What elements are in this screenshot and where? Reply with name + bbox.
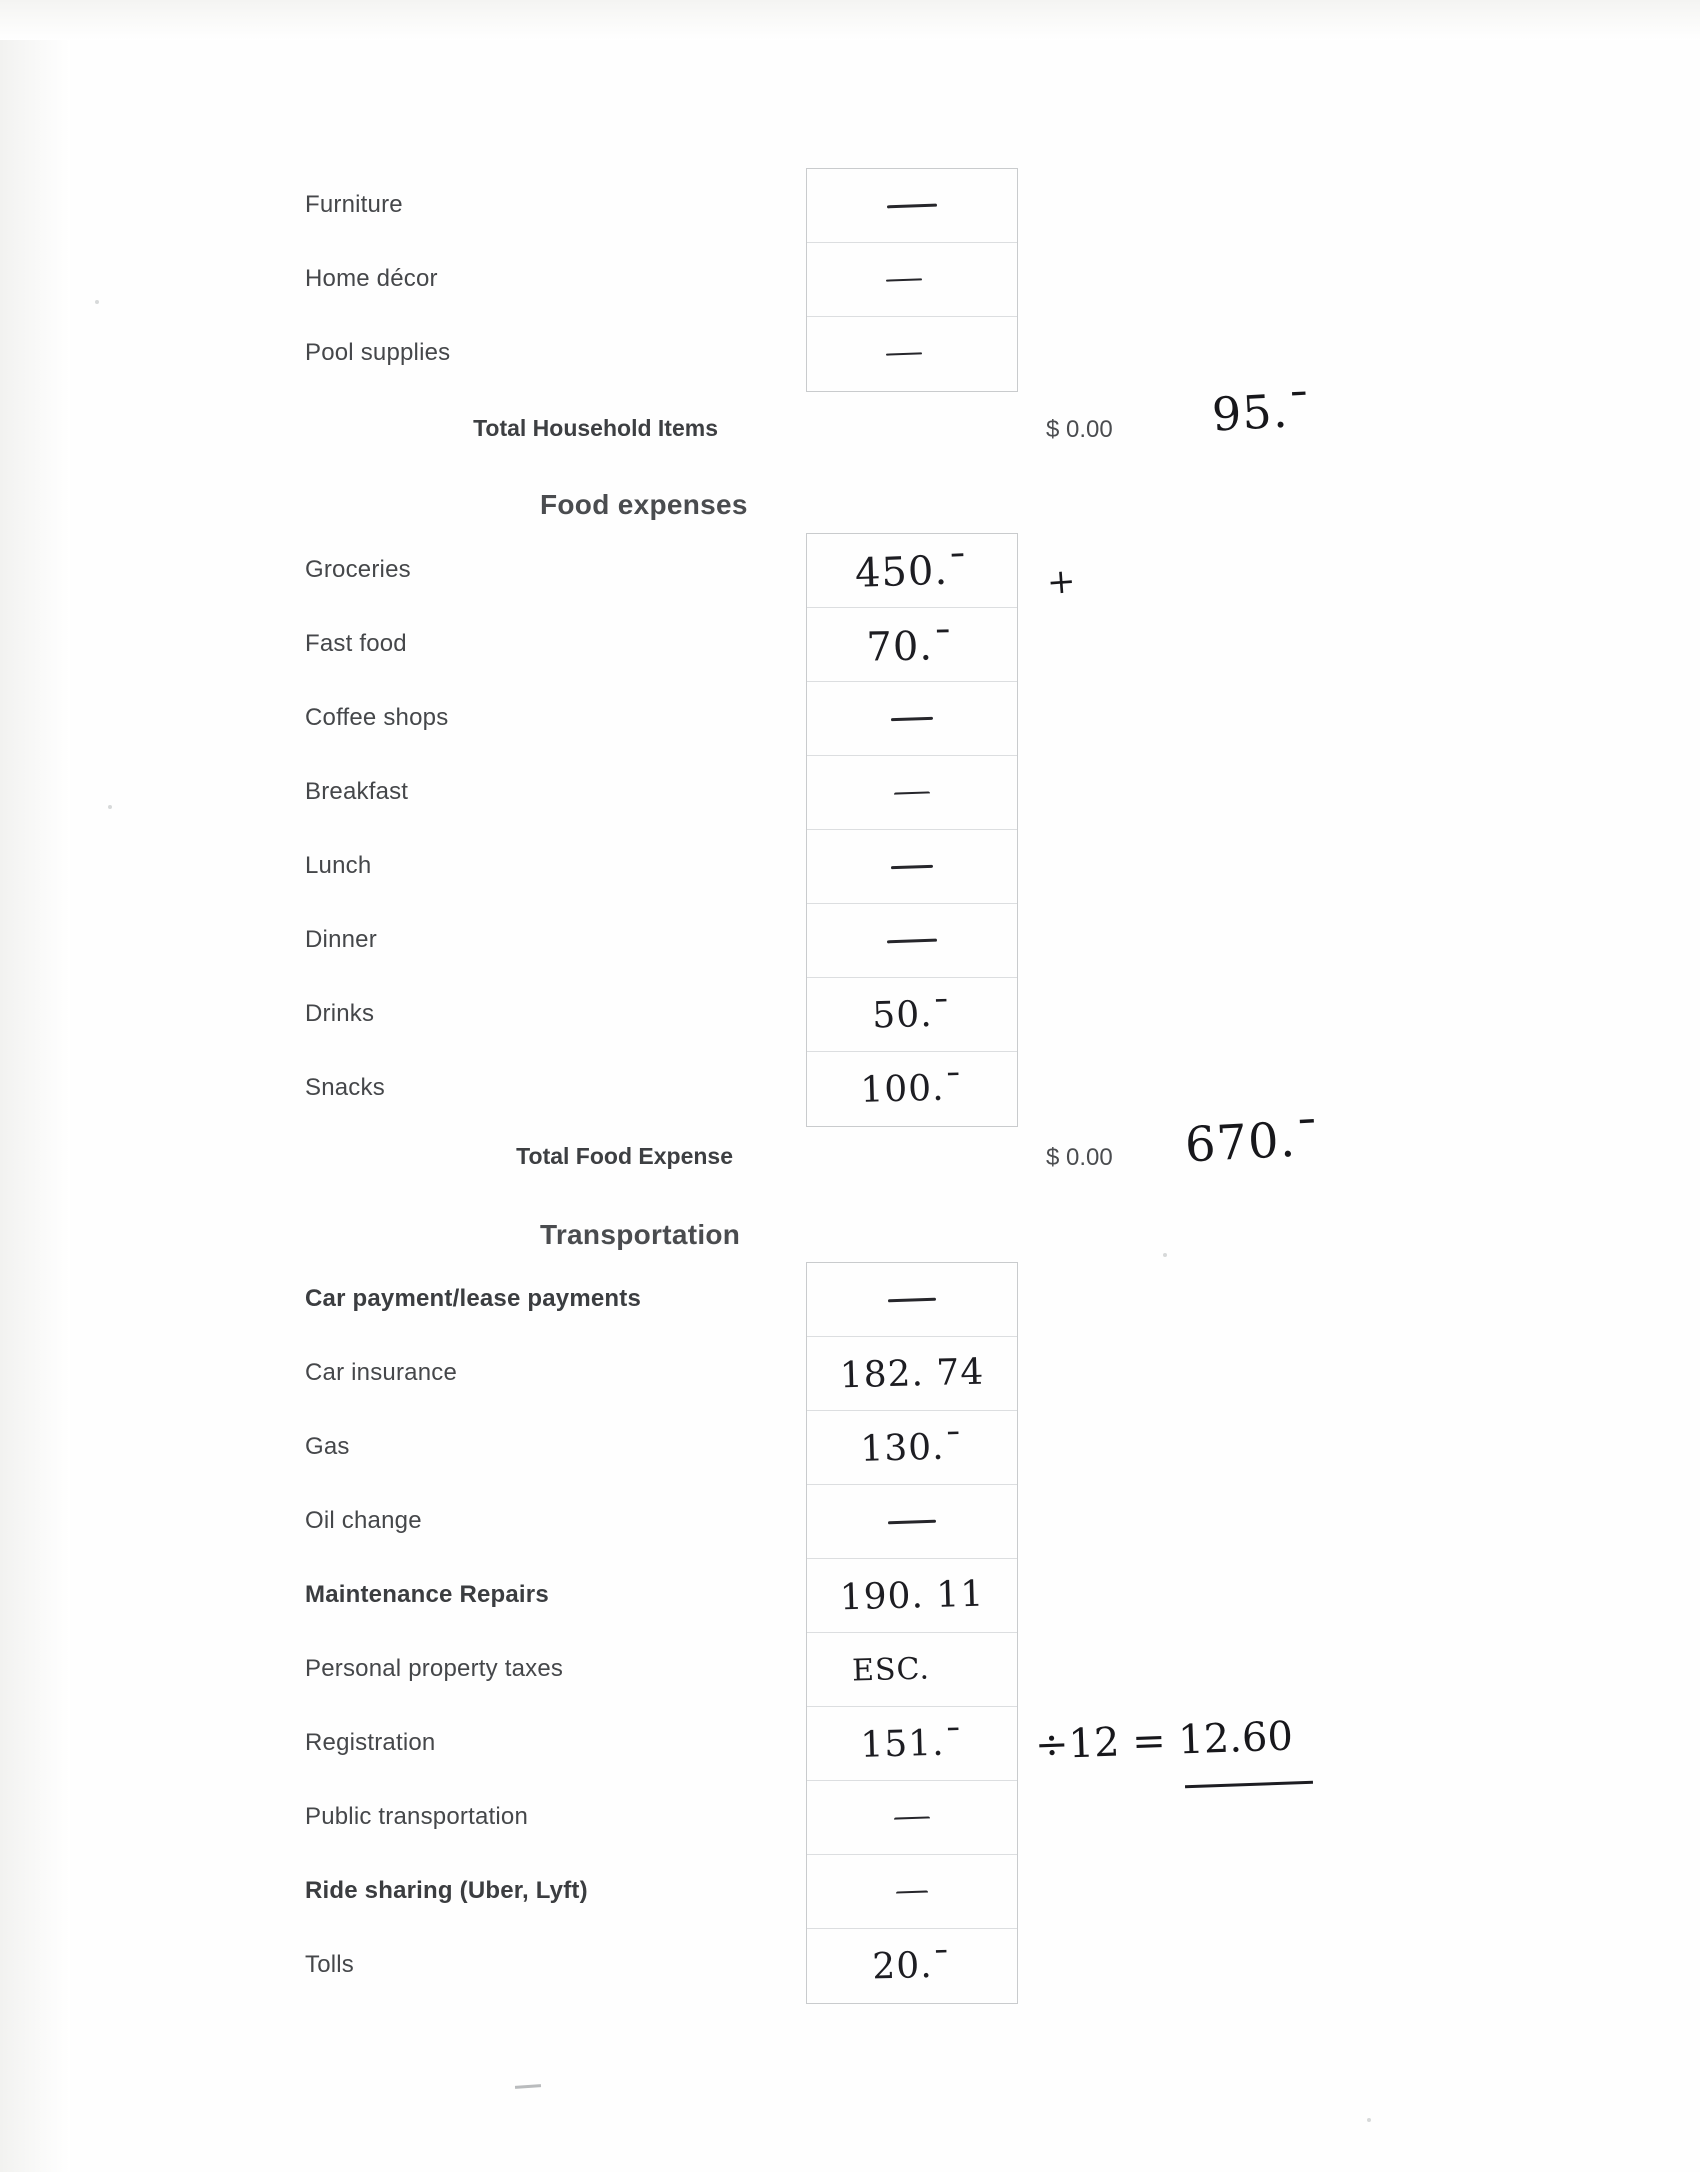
page-footer-smudge [515, 2084, 541, 2089]
label-fast-food: Fast food [305, 630, 407, 657]
label-pool-supplies: Pool supplies [305, 339, 451, 366]
label-home-decor: Home décor [305, 265, 438, 292]
handwritten-dash [888, 1297, 936, 1302]
value-cell-home-decor[interactable] [807, 243, 1017, 317]
label-drinks: Drinks [305, 1000, 375, 1027]
total-food-printed-value: $ 0.00 [1046, 1144, 1113, 1171]
section-transportation [0, 1262, 1700, 2002]
value-cell-lunch[interactable] [807, 830, 1017, 904]
label-snacks: Snacks [305, 1074, 385, 1101]
handwritten-value: 190. 11 [839, 1573, 985, 1618]
label-ride-sharing: Ride sharing (Uber, Lyft) [305, 1877, 588, 1904]
value-cell-coffee-shops[interactable] [807, 682, 1017, 756]
handwritten-value: 450.¯ [854, 546, 970, 597]
value-cell-groceries[interactable] [807, 534, 1017, 608]
label-public-transportation: Public transportation [305, 1803, 528, 1830]
section-household [0, 168, 1700, 390]
value-cell-ride-sharing[interactable] [807, 1855, 1017, 1929]
value-cell-public-transportation[interactable] [807, 1781, 1017, 1855]
value-cell-oil-change[interactable] [807, 1485, 1017, 1559]
handwritten-value: 100.¯ [859, 1067, 965, 1111]
value-cell-registration[interactable] [807, 1707, 1017, 1781]
label-tolls: Tolls [305, 1951, 355, 1978]
handwritten-value: 20.¯ [871, 1944, 953, 1988]
value-cell-furniture[interactable] [807, 169, 1017, 243]
value-cell-fast-food[interactable] [807, 608, 1017, 682]
label-coffee-shops: Coffee shops [305, 704, 449, 731]
value-cell-pool-supplies[interactable] [807, 317, 1017, 391]
total-household-items [0, 415, 1113, 455]
section-food [0, 533, 1700, 1125]
label-lunch: Lunch [305, 852, 372, 879]
handwritten-value: 50.¯ [871, 992, 953, 1037]
label-maintenance-repairs: Maintenance Repairs [305, 1581, 549, 1608]
label-oil-change: Oil change [305, 1507, 422, 1534]
value-cell-drinks[interactable] [807, 978, 1017, 1052]
food-value-column [806, 533, 1018, 1127]
handwritten-dash [888, 1519, 936, 1524]
scan-edge-top [0, 0, 1700, 40]
label-personal-property-taxes: Personal property taxes [305, 1655, 564, 1682]
value-cell-car-payment[interactable] [807, 1263, 1017, 1337]
total-food-expense [0, 1143, 1113, 1183]
value-cell-dinner[interactable] [807, 904, 1017, 978]
handwritten-dash [887, 938, 937, 943]
transportation-value-column [806, 1262, 1018, 2004]
total-household-label: Total Household Items [473, 415, 718, 441]
label-car-payment: Car payment/lease payments [305, 1285, 642, 1312]
label-breakfast: Breakfast [305, 778, 409, 805]
handwritten-value: 151.¯ [859, 1721, 965, 1766]
value-cell-car-insurance[interactable] [807, 1337, 1017, 1411]
annotation-registration-math: ÷12 = 12.60 [1034, 1713, 1294, 1769]
value-cell-gas[interactable] [807, 1411, 1017, 1485]
handwritten-total-food: 670.¯ [1183, 1110, 1323, 1174]
handwritten-value: 130.¯ [859, 1425, 965, 1470]
handwritten-dash [887, 203, 937, 208]
heading-food-expenses: Food expenses [540, 489, 748, 520]
value-cell-maintenance-repairs[interactable] [807, 1559, 1017, 1633]
household-value-column [806, 168, 1018, 392]
label-furniture: Furniture [305, 191, 403, 218]
value-cell-snacks[interactable] [807, 1052, 1017, 1126]
handwritten-dash [894, 1816, 930, 1819]
handwritten-dash [886, 278, 922, 281]
scan-speck [1163, 1253, 1167, 1257]
value-cell-personal-property-taxes[interactable] [807, 1633, 1017, 1707]
label-groceries: Groceries [305, 556, 411, 583]
handwritten-dash [891, 716, 933, 720]
value-cell-tolls[interactable] [807, 1929, 1017, 2003]
handwritten-dash [891, 864, 933, 868]
label-gas: Gas [305, 1433, 350, 1460]
handwritten-dash [894, 791, 930, 794]
handwritten-value: ESC. [851, 1650, 931, 1689]
value-cell-breakfast[interactable] [807, 756, 1017, 830]
label-dinner: Dinner [305, 926, 377, 953]
handwritten-total-household: 95.¯ [1210, 382, 1314, 442]
label-car-insurance: Car insurance [305, 1359, 458, 1386]
handwritten-value: 70.¯ [866, 622, 955, 671]
annotation-plus: + [1045, 561, 1077, 603]
handwritten-dash [896, 1890, 928, 1893]
scan-speck [1367, 2118, 1371, 2122]
total-household-printed-value: $ 0.00 [1046, 416, 1113, 443]
handwritten-value: 182. 74 [839, 1351, 985, 1396]
total-food-label: Total Food Expense [516, 1143, 733, 1169]
handwritten-dash [886, 352, 922, 355]
heading-transportation: Transportation [540, 1219, 741, 1250]
label-registration: Registration [305, 1729, 436, 1756]
